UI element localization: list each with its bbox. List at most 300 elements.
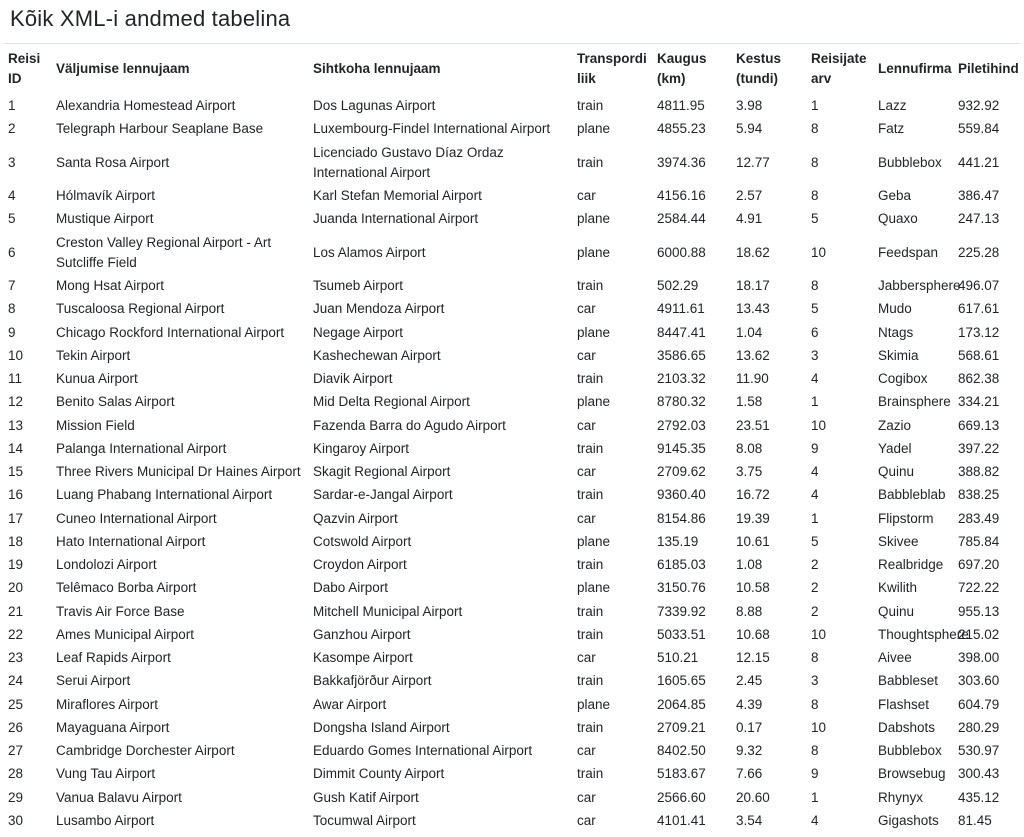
cell-distance: 135.19 <box>657 533 699 549</box>
cell-transport: car <box>577 417 596 433</box>
cell-passengers: 8 <box>811 278 819 293</box>
cell-id: 28 <box>8 766 24 782</box>
cell-transport: plane <box>577 211 611 227</box>
cell-departure: Mong Hsat Airport <box>56 278 165 293</box>
cell-id: 27 <box>8 743 24 758</box>
cell-duration: 1.08 <box>736 557 763 572</box>
cell-departure: Cuneo International Airport <box>56 510 217 526</box>
cell-airline: Yadel <box>878 440 912 456</box>
cell-destination: Kasompe Airport <box>313 650 413 665</box>
cell-airline: Bubblebox <box>878 154 942 170</box>
cell-airline: Dabshots <box>878 719 936 735</box>
cell-distance: 2064.85 <box>657 696 706 712</box>
cell-id: 25 <box>8 696 24 712</box>
cell-distance: 2566.60 <box>657 789 706 805</box>
table-row <box>4 231 1020 275</box>
cell-departure: Leaf Rapids Airport <box>56 650 171 665</box>
cell-duration: 13.43 <box>736 301 770 317</box>
cell-transport: car <box>577 347 596 363</box>
column-header-id: Reisi ID <box>4 44 52 95</box>
cell-transport: train <box>577 719 604 735</box>
cell-duration: 9.32 <box>736 743 763 758</box>
cell-passengers: 2 <box>811 580 819 596</box>
cell-transport: train <box>577 278 604 293</box>
cell-price: 398.00 <box>958 650 1000 665</box>
cell-duration: 4.39 <box>736 696 763 712</box>
table-row <box>4 141 1020 185</box>
cell-id: 7 <box>8 278 16 293</box>
column-header-passengers: Reisijate arv <box>807 44 874 95</box>
cell-departure: Londolozi Airport <box>56 557 157 572</box>
table-header-row <box>4 44 1020 95</box>
cell-id: 5 <box>8 211 16 227</box>
cell-destination: Bakkafjörður Airport <box>313 673 432 689</box>
cell-destination: Dos Lagunas Airport <box>313 98 436 113</box>
cell-airline: Quaxo <box>878 211 918 227</box>
cell-airline: Mudo <box>878 301 912 317</box>
cell-passengers: 8 <box>811 188 819 203</box>
table-row <box>4 414 1020 437</box>
cell-airline: Jabbersphere <box>878 278 961 293</box>
table-row <box>4 554 1020 577</box>
cell-passengers: 8 <box>811 696 819 712</box>
cell-transport: train <box>577 154 604 170</box>
table-row <box>4 740 1020 763</box>
cell-destination: Fazenda Barra do Agudo Airport <box>313 417 506 433</box>
cell-transport: train <box>577 371 604 386</box>
cell-price: 669.13 <box>958 417 1000 433</box>
cell-departure: Hólmavík Airport <box>56 188 156 203</box>
cell-duration: 1.04 <box>736 324 763 340</box>
cell-id: 12 <box>8 394 24 410</box>
cell-duration: 11.90 <box>736 371 769 386</box>
cell-departure: Palanga International Airport <box>56 440 227 456</box>
cell-distance: 3974.36 <box>657 154 706 170</box>
cell-duration: 23.51 <box>736 417 770 433</box>
cell-price: 215.02 <box>958 626 1000 642</box>
cell-departure: Tekin Airport <box>56 347 131 363</box>
cell-destination: Cotswold Airport <box>313 533 412 549</box>
cell-price: 334.21 <box>958 394 1000 410</box>
cell-destination: Karl Stefan Memorial Airport <box>313 188 482 203</box>
cell-airline: Ntags <box>878 324 914 340</box>
cell-price: 838.25 <box>958 487 1000 503</box>
cell-duration: 7.66 <box>736 766 763 782</box>
cell-departure: Telegraph Harbour Seaplane Base <box>56 121 264 137</box>
cell-duration: 10.58 <box>736 580 770 596</box>
cell-id: 10 <box>8 347 24 363</box>
cell-price: 283.49 <box>958 510 1000 526</box>
cell-id: 24 <box>8 673 24 689</box>
cell-passengers: 1 <box>811 510 819 526</box>
cell-passengers: 10 <box>811 244 827 260</box>
cell-departure: Hato International Airport <box>56 533 206 549</box>
cell-airline: Fatz <box>878 121 905 137</box>
cell-id: 11 <box>8 371 23 386</box>
cell-destination: Sardar-e-Jangal Airport <box>313 487 453 503</box>
cell-passengers: 3 <box>811 347 819 363</box>
cell-price: 617.61 <box>958 301 1000 317</box>
cell-distance: 4101.41 <box>657 812 706 828</box>
cell-destination: Dongsha Island Airport <box>313 719 450 735</box>
cell-duration: 8.88 <box>736 603 763 619</box>
cell-passengers: 10 <box>811 417 827 433</box>
cell-destination: Tocumwal Airport <box>313 812 416 828</box>
cell-duration: 3.98 <box>736 98 763 113</box>
cell-distance: 4156.16 <box>657 188 706 203</box>
cell-transport: train <box>577 766 604 782</box>
table-row <box>4 763 1020 786</box>
table-row <box>4 185 1020 208</box>
table-row <box>4 786 1020 809</box>
cell-duration: 4.91 <box>736 211 763 227</box>
cell-destination: Los Alamos Airport <box>313 244 426 260</box>
cell-airline: Flashset <box>878 696 930 712</box>
cell-price: 559.84 <box>958 121 1000 137</box>
cell-airline: Babbleset <box>878 673 939 689</box>
cell-passengers: 10 <box>811 719 827 735</box>
cell-airline: Quinu <box>878 603 915 619</box>
cell-passengers: 1 <box>811 98 819 113</box>
cell-duration: 2.57 <box>736 188 763 203</box>
cell-destination: Awar Airport <box>313 696 387 712</box>
cell-passengers: 1 <box>811 789 819 805</box>
cell-transport: train <box>577 98 604 113</box>
table-row <box>4 507 1020 530</box>
table-row <box>4 321 1020 344</box>
cell-airline: Skimia <box>878 347 919 363</box>
cell-destination: Luxembourg-Findel International Airport <box>313 121 551 137</box>
cell-passengers: 3 <box>811 673 819 689</box>
cell-destination: Croydon Airport <box>313 557 407 572</box>
cell-price: 247.13 <box>958 211 1000 227</box>
cell-duration: 2.45 <box>736 673 763 689</box>
cell-passengers: 10 <box>811 626 827 642</box>
cell-id: 30 <box>8 812 24 828</box>
cell-distance: 1605.65 <box>657 673 706 689</box>
cell-airline: Zazio <box>878 417 912 433</box>
cell-destination: Mid Delta Regional Airport <box>313 394 470 410</box>
cell-price: 386.47 <box>958 188 1000 203</box>
column-header-transport: Transpordi liik <box>573 44 653 95</box>
cell-airline: Browsebug <box>878 766 946 782</box>
cell-transport: plane <box>577 533 611 549</box>
cell-passengers: 6 <box>811 324 819 340</box>
table-row <box>4 95 1020 118</box>
cell-transport: train <box>577 487 604 503</box>
cell-departure: Luang Phabang International Airport <box>56 487 273 503</box>
cell-price: 722.22 <box>958 580 1000 596</box>
cell-airline: Lazz <box>878 98 907 113</box>
cell-duration: 3.75 <box>736 464 763 479</box>
cell-destination: Kashechewan Airport <box>313 347 441 363</box>
cell-distance: 4911.61 <box>657 301 705 317</box>
cell-departure: Vanua Balavu Airport <box>56 789 182 805</box>
cell-departure: Alexandria Homestead Airport <box>56 98 236 113</box>
table-row <box>4 670 1020 693</box>
cell-duration: 12.15 <box>736 650 770 665</box>
cell-transport: car <box>577 464 596 479</box>
cell-price: 955.13 <box>958 603 1000 619</box>
cell-destination: Juanda International Airport <box>313 211 479 227</box>
cell-destination: Juan Mendoza Airport <box>313 301 445 317</box>
table-header <box>4 44 1020 95</box>
cell-id: 20 <box>8 580 24 596</box>
cell-id: 22 <box>8 626 24 642</box>
cell-passengers: 2 <box>811 603 819 619</box>
cell-distance: 5033.51 <box>657 626 706 642</box>
cell-departure: Vung Tau Airport <box>56 766 156 782</box>
cell-departure: Mustique Airport <box>56 211 154 227</box>
cell-airline: Babbleblab <box>878 487 946 503</box>
cell-transport: car <box>577 188 596 203</box>
cell-duration: 0.17 <box>736 719 763 735</box>
cell-transport: train <box>577 440 604 456</box>
table-row <box>4 809 1020 832</box>
table-row <box>4 716 1020 739</box>
cell-distance: 2709.21 <box>657 719 706 735</box>
table-row <box>4 577 1020 600</box>
cell-departure: Mission Field <box>56 417 135 433</box>
cell-destination: Eduardo Gomes International Airport <box>313 743 533 758</box>
cell-id: 6 <box>8 244 16 260</box>
cell-id: 21 <box>8 603 24 619</box>
cell-price: 81.45 <box>958 812 992 828</box>
cell-passengers: 4 <box>811 371 819 386</box>
cell-destination: Skagit Regional Airport <box>313 464 451 479</box>
cell-destination: Ganzhou Airport <box>313 626 411 642</box>
cell-transport: car <box>577 789 596 805</box>
cell-destination: Mitchell Municipal Airport <box>313 603 463 619</box>
cell-airline: Rhynyx <box>878 789 924 805</box>
cell-transport: train <box>577 557 604 572</box>
cell-id: 18 <box>8 533 24 549</box>
cell-airline: Bubblebox <box>878 743 942 758</box>
table-row <box>4 118 1020 141</box>
cell-departure: Three Rivers Municipal Dr Haines Airport <box>56 464 301 479</box>
cell-duration: 3.54 <box>736 812 763 828</box>
cell-transport: car <box>577 650 596 665</box>
column-header-price: Piletihind <box>954 44 1020 95</box>
cell-transport: train <box>577 603 604 619</box>
cell-id: 26 <box>8 719 24 735</box>
cell-transport: car <box>577 510 596 526</box>
cell-passengers: 8 <box>811 154 819 170</box>
table-row <box>4 623 1020 646</box>
cell-duration: 10.68 <box>736 626 770 642</box>
cell-departure: Travis Air Force Base <box>56 603 185 619</box>
cell-departure: Serui Airport <box>56 673 131 689</box>
cell-transport: plane <box>577 580 611 596</box>
cell-duration: 12.77 <box>736 154 770 170</box>
cell-departure: Lusambo Airport <box>56 812 155 828</box>
cell-passengers: 8 <box>811 743 819 758</box>
cell-price: 280.29 <box>958 719 1000 735</box>
cell-departure: Creston Valley Regional Airport - Art Sutcliffe Field <box>56 234 272 270</box>
cell-price: 225.28 <box>958 244 1000 260</box>
cell-passengers: 5 <box>811 533 819 549</box>
cell-duration: 18.17 <box>736 278 770 293</box>
cell-id: 15 <box>8 464 24 479</box>
cell-distance: 2709.62 <box>657 464 706 479</box>
cell-id: 17 <box>8 510 24 526</box>
cell-destination: Qazvin Airport <box>313 510 398 526</box>
cell-distance: 6185.03 <box>657 557 706 572</box>
cell-airline: Quinu <box>878 464 915 479</box>
cell-airline: Gigashots <box>878 812 939 828</box>
cell-duration: 18.62 <box>736 244 770 260</box>
cell-distance: 510.21 <box>657 650 699 665</box>
cell-id: 3 <box>8 154 16 170</box>
cell-transport: plane <box>577 244 611 260</box>
cell-duration: 1.58 <box>736 394 763 410</box>
cell-departure: Chicago Rockford International Airport <box>56 324 285 340</box>
cell-distance: 4855.23 <box>657 121 706 137</box>
cell-destination: Licenciado Gustavo Díaz Ordaz International Airport <box>313 144 504 180</box>
cell-passengers: 9 <box>811 440 819 456</box>
cell-duration: 10.61 <box>736 533 770 549</box>
cell-passengers: 5 <box>811 211 819 227</box>
column-header-airline: Lennufirma <box>874 44 954 95</box>
cell-airline: Feedspan <box>878 244 939 260</box>
cell-distance: 3586.65 <box>657 347 706 363</box>
cell-airline: Realbridge <box>878 557 944 572</box>
cell-transport: train <box>577 673 604 689</box>
cell-destination: Kingaroy Airport <box>313 440 410 456</box>
table-row <box>4 391 1020 414</box>
cell-distance: 8154.86 <box>657 510 706 526</box>
cell-departure: Benito Salas Airport <box>56 394 175 410</box>
cell-airline: Geba <box>878 188 912 203</box>
cell-price: 932.92 <box>958 98 1000 113</box>
cell-duration: 8.08 <box>736 440 763 456</box>
table-row <box>4 344 1020 367</box>
cell-id: 14 <box>8 440 24 456</box>
table-row <box>4 437 1020 460</box>
cell-passengers: 1 <box>811 394 819 410</box>
table-row <box>4 530 1020 553</box>
cell-duration: 19.39 <box>736 510 770 526</box>
cell-transport: car <box>577 812 596 828</box>
table-body <box>4 95 1020 833</box>
cell-price: 568.61 <box>958 347 1000 363</box>
cell-transport: train <box>577 626 604 642</box>
cell-id: 23 <box>8 650 24 665</box>
cell-id: 2 <box>8 121 16 137</box>
cell-destination: Tsumeb Airport <box>313 278 404 293</box>
cell-price: 441.21 <box>958 154 1000 170</box>
cell-price: 173.12 <box>958 324 1000 340</box>
cell-duration: 5.94 <box>736 121 763 137</box>
cell-departure: Kunua Airport <box>56 371 138 386</box>
cell-price: 388.82 <box>958 464 1000 479</box>
column-header-distance: Kaugus (km) <box>653 44 732 95</box>
flights-table <box>4 43 1020 833</box>
cell-airline: Aivee <box>878 650 912 665</box>
cell-transport: car <box>577 301 596 317</box>
cell-distance: 8447.41 <box>657 324 706 340</box>
cell-duration: 16.72 <box>736 487 770 503</box>
cell-price: 862.38 <box>958 371 1000 386</box>
cell-departure: Tuscaloosa Regional Airport <box>56 301 225 317</box>
cell-price: 435.12 <box>958 789 1000 805</box>
cell-price: 303.60 <box>958 673 1000 689</box>
cell-passengers: 8 <box>811 650 819 665</box>
table-row <box>4 600 1020 623</box>
page-title: Kõik XML-i andmed tabelina <box>10 6 291 31</box>
cell-distance: 4811.95 <box>657 98 705 113</box>
cell-distance: 9145.35 <box>657 440 706 456</box>
cell-distance: 8402.50 <box>657 743 706 758</box>
table-row <box>4 693 1020 716</box>
cell-airline: Thoughtsphere <box>878 626 969 642</box>
cell-price: 496.07 <box>958 278 1000 293</box>
cell-destination: Gush Katif Airport <box>313 789 419 805</box>
cell-departure: Telêmaco Borba Airport <box>56 580 197 596</box>
table-row <box>4 368 1020 391</box>
cell-distance: 2584.44 <box>657 211 706 227</box>
cell-departure: Cambridge Dorchester Airport <box>56 743 235 758</box>
column-header-duration: Kestus (tundi) <box>732 44 807 95</box>
cell-passengers: 4 <box>811 812 819 828</box>
table-row <box>4 208 1020 231</box>
table-row <box>4 647 1020 670</box>
table-row <box>4 275 1020 298</box>
cell-passengers: 9 <box>811 766 819 782</box>
cell-distance: 2792.03 <box>657 417 706 433</box>
cell-id: 13 <box>8 417 24 433</box>
cell-distance: 6000.88 <box>657 244 706 260</box>
cell-distance: 8780.32 <box>657 394 706 410</box>
page <box>4 6 1020 833</box>
cell-duration: 20.60 <box>736 789 770 805</box>
cell-price: 785.84 <box>958 533 1000 549</box>
cell-id: 29 <box>8 789 24 805</box>
cell-departure: Miraflores Airport <box>56 696 159 712</box>
cell-passengers: 4 <box>811 464 819 479</box>
cell-passengers: 4 <box>811 487 819 503</box>
column-header-departure: Väljumise lennujaam <box>52 44 309 95</box>
cell-price: 397.22 <box>958 440 1000 456</box>
cell-id: 4 <box>8 188 16 203</box>
cell-transport: plane <box>577 696 611 712</box>
table-row <box>4 484 1020 507</box>
cell-destination: Diavik Airport <box>313 371 393 386</box>
cell-distance: 9360.40 <box>657 487 706 503</box>
cell-destination: Dimmit County Airport <box>313 766 445 782</box>
cell-departure: Ames Municipal Airport <box>56 626 195 642</box>
cell-id: 8 <box>8 301 16 317</box>
cell-transport: plane <box>577 394 611 410</box>
cell-passengers: 5 <box>811 301 819 317</box>
cell-id: 1 <box>8 98 16 113</box>
cell-duration: 13.62 <box>736 347 770 363</box>
cell-distance: 5183.67 <box>657 766 706 782</box>
cell-id: 19 <box>8 557 24 572</box>
cell-distance: 2103.32 <box>657 371 706 386</box>
cell-transport: plane <box>577 324 611 340</box>
cell-departure: Mayaguana Airport <box>56 719 170 735</box>
cell-price: 530.97 <box>958 743 1000 758</box>
cell-airline: Flipstorm <box>878 510 934 526</box>
cell-transport: car <box>577 743 596 758</box>
column-header-destination: Sihtkoha lennujaam <box>309 44 573 95</box>
cell-distance: 502.29 <box>657 278 699 293</box>
cell-transport: plane <box>577 121 611 137</box>
cell-departure: Santa Rosa Airport <box>56 154 170 170</box>
cell-id: 9 <box>8 324 16 340</box>
cell-distance: 7339.92 <box>657 603 706 619</box>
